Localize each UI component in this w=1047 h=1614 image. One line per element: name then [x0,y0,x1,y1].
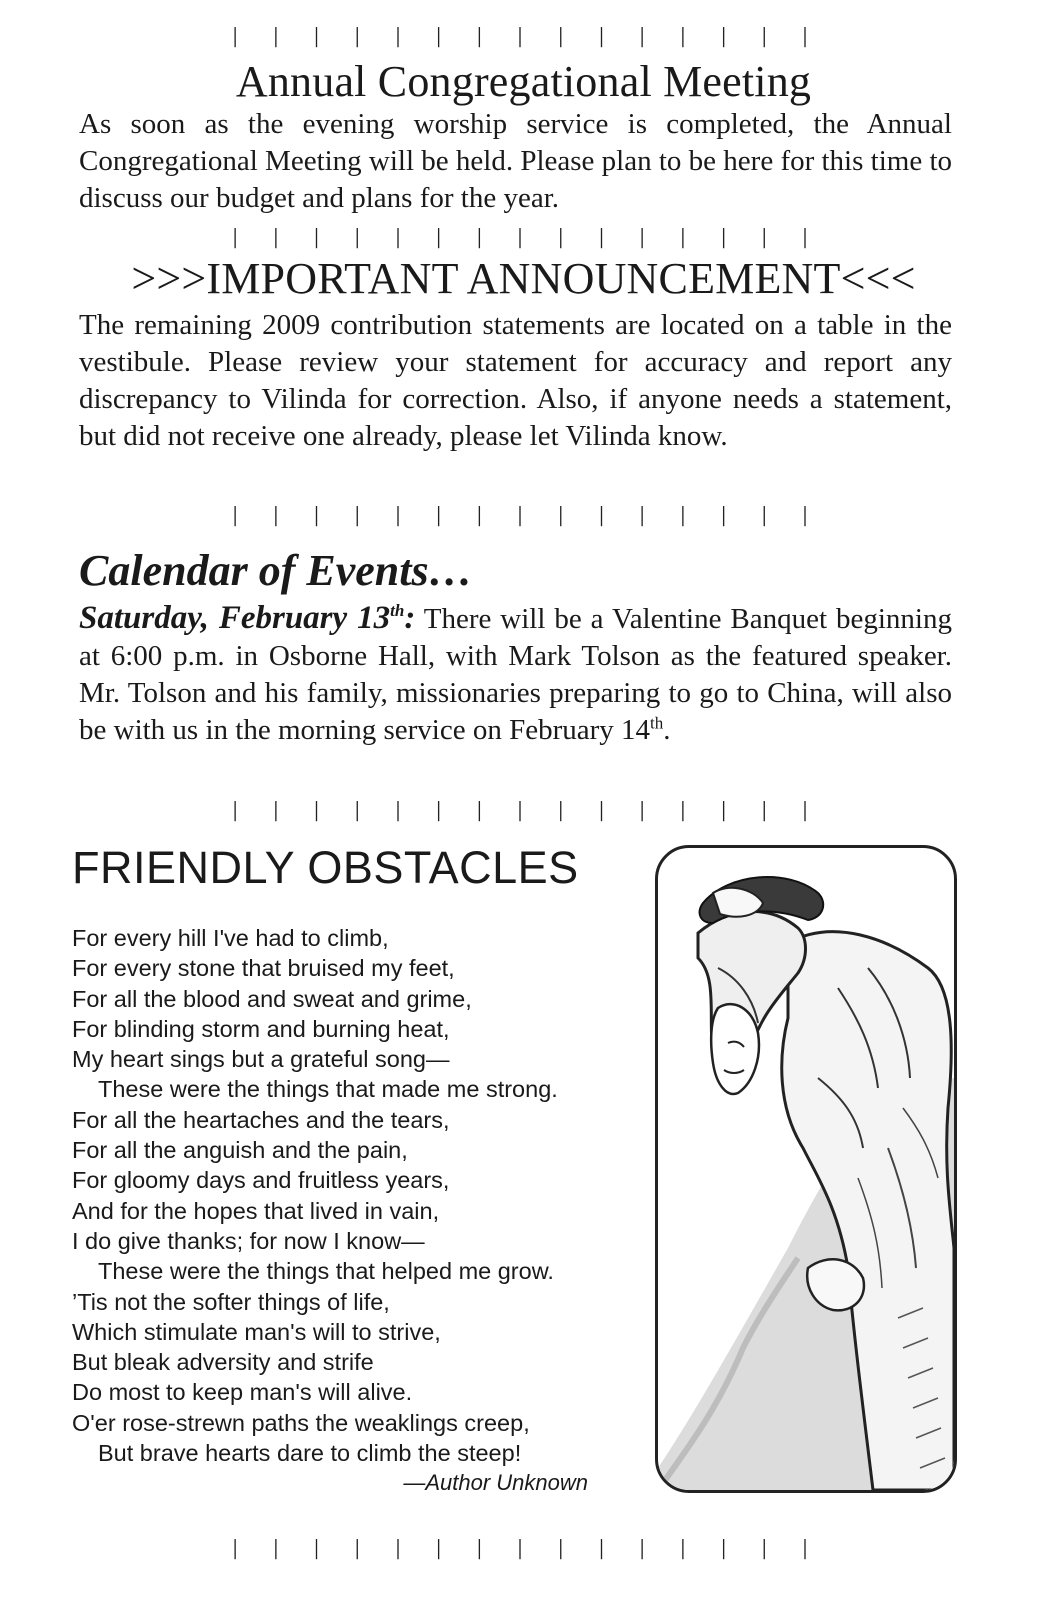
poem-line: For blinding storm and burning heat, [72,1015,450,1042]
poem-line: ’Tis not the softer things of life, [72,1288,390,1315]
divider: │ │ │ │ │ │ │ │ │ │ │ │ │ │ │ [230,28,811,48]
poem-line: These were the things that helped me grow. [98,1258,554,1285]
climber-drawing [658,848,954,1490]
poem-line: For all the heartaches and the tears, [72,1106,450,1133]
poem-line: These were the things that made me strong. [98,1076,558,1103]
poem-line: For every hill I've had to climb, [72,925,389,951]
divider: │ │ │ │ │ │ │ │ │ │ │ │ │ │ │ [230,1540,811,1560]
announcement-title: >>>IMPORTANT ANNOUNCEMENT<<< [131,254,916,303]
divider: │ │ │ │ │ │ │ │ │ │ │ │ │ │ │ [230,507,811,527]
poem-line: I do give thanks; for now I know— [72,1227,425,1254]
poem-body [72,923,642,1468]
poem-author: —Author Unknown [403,1470,588,1495]
poem-title: FRIENDLY OBSTACLES [72,842,579,893]
poem-line: Which stimulate man's will to strive, [72,1318,441,1345]
climber-illustration [655,845,957,1493]
poem-line: For gloomy days and fruitless years, [72,1167,450,1194]
calendar-date: Saturday, February 13th: [79,600,416,636]
poem-line: And for the hopes that lived in vain, [72,1197,440,1224]
calendar-body: There will be a Valentine Banquet beginning at 6:00 p.m. in Osborne Hall, with Mark Tolson as the featured speaker. Mr. Tolson and his family, missionaries preparing to go to China, will also be with us in the morning service on February 14 [79,603,952,746]
poem-line: For every stone that bruised my feet, [72,955,455,982]
poem-line: For all the anguish and the pain, [72,1137,408,1164]
annual-meeting-title: Annual Congregational Meeting [235,57,812,106]
divider: │ │ │ │ │ │ │ │ │ │ │ │ │ │ │ [230,229,811,249]
poem-line: But brave hearts dare to climb the steep! [98,1440,522,1467]
calendar-title: Calendar of Events… [79,546,473,595]
divider: │ │ │ │ │ │ │ │ │ │ │ │ │ │ │ [230,802,811,822]
calendar-entry: Saturday, February 13th: There will be a Valentine Banquet beginning at 6:00 p.m. in Osborne Hall, with Mark Tolson as the featured speaker. Mr. Tolson and his family, missionaries preparing to go to China, will also be with us in the morning service on February 14th. [79,600,952,746]
announcement-body: The remaining 2009 contribution statements are located on a table in the vestibule. Please review your statement for accuracy and report any discrepancy to Vilinda for correction. Also, if anyone needs a statement, but did not receive one already, please let Vilinda know. [79,309,952,452]
annual-meeting-body: As soon as the evening worship service is completed, the Annual Congregational Meeting will be held. Please plan to be here for this time to discuss our budget and plans for the year. [79,108,953,214]
poem-line: Do most to keep man's will alive. [72,1379,413,1406]
poem-line: For all the blood and sweat and grime, [72,985,472,1012]
poem-line: O'er rose-strewn paths the weaklings creep, [72,1409,530,1436]
poem-line: My heart sings but a grateful song— [72,1046,450,1073]
poem-line: But bleak adversity and strife [72,1349,374,1376]
